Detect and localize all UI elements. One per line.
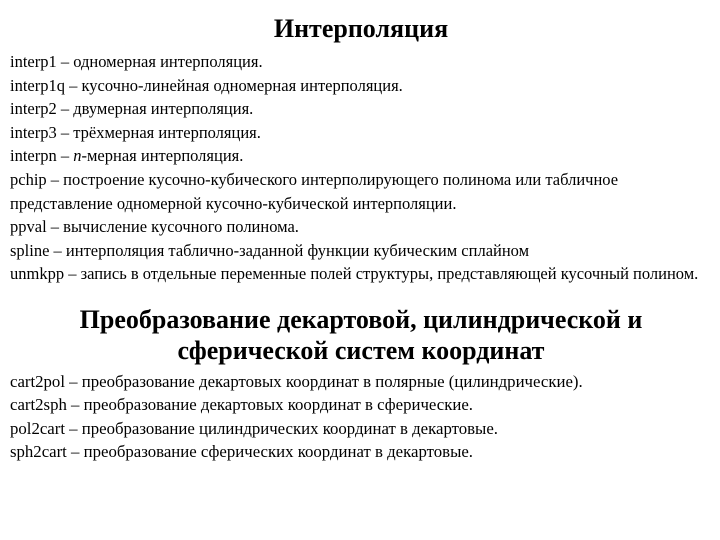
separator-dash: – <box>46 169 64 189</box>
function-name: unmkpp <box>10 264 65 284</box>
separator-dash: – <box>56 122 74 142</box>
function-description: интерполяция таблично-заданной функции кубическим сплайном <box>65 240 530 260</box>
function-name: interp1 <box>10 52 57 71</box>
list-item-cart2pol <box>10 370 712 394</box>
function-name: interp1q <box>10 75 65 95</box>
separator-dash: – <box>56 146 74 166</box>
list-item-interp1 <box>10 50 712 74</box>
list-item-interp1q <box>10 74 712 98</box>
interpolation-function-list <box>10 50 712 286</box>
function-description: -мерная интерполяция. <box>81 146 244 166</box>
function-description: кусочно-линейная одномерная интерполяция. <box>81 75 403 95</box>
section-title-interpolation: Интерполяция <box>273 14 449 43</box>
function-description: двумерная интерполяция. <box>73 99 254 119</box>
function-description: построение кусочно-кубического интерполирующего полинома или табличное представление одномерной кусочно-кубической интерполяции. <box>10 169 619 213</box>
list-item-interpn <box>10 144 712 168</box>
function-name: interp3 <box>10 122 57 142</box>
separator-dash: – <box>64 418 82 438</box>
separator-dash: – <box>49 240 66 260</box>
section-title-coordinate-transforms: Преобразование декартовой, цилиндрической и сферической систем координат <box>79 304 643 365</box>
function-name: interpn <box>10 146 57 166</box>
italic-variable: n <box>73 146 82 166</box>
list-item-interp3 <box>10 121 712 145</box>
function-name: sph2cart <box>10 442 67 462</box>
separator-dash: – <box>64 371 82 391</box>
function-name: cart2pol <box>10 371 65 391</box>
separator-dash: – <box>65 75 82 95</box>
function-description: вычисление кусочного полинома. <box>63 217 299 237</box>
function-name: pol2cart <box>10 418 65 438</box>
function-name: interp2 <box>10 99 57 119</box>
function-name: ppval <box>10 217 47 237</box>
function-description: преобразование цилиндрических координат в декартовые. <box>81 418 498 438</box>
function-name: cart2sph <box>10 395 67 415</box>
coordinate-function-list <box>10 370 712 464</box>
separator-dash: – <box>64 264 81 284</box>
function-description: преобразование сферических координат в декартовые. <box>83 442 473 462</box>
function-description: преобразование декартовых координат в сферические. <box>83 395 473 415</box>
function-description: преобразование декартовых координат в полярные (цилиндрические). <box>81 371 583 391</box>
separator-dash: – <box>66 395 84 415</box>
list-item-sph2cart <box>10 440 712 464</box>
list-item-pol2cart <box>10 417 712 441</box>
list-item-spline <box>10 239 712 263</box>
separator-dash: – <box>56 52 74 71</box>
function-description: одномерная интерполяция. <box>73 52 263 71</box>
function-description: запись в отдельные переменные полей структуры, представляющей кусочный полином. <box>80 264 699 284</box>
separator-dash: – <box>46 217 64 237</box>
separator-dash: – <box>66 442 84 462</box>
list-item-unmkpp <box>10 262 712 286</box>
function-name: spline <box>10 240 50 260</box>
list-item-cart2sph <box>10 393 712 417</box>
function-name: pchip <box>10 169 47 189</box>
function-description: трёхмерная интерполяция. <box>73 122 261 142</box>
separator-dash: – <box>56 99 74 119</box>
list-item-ppval <box>10 215 712 239</box>
list-item-interp2 <box>10 97 712 121</box>
list-item-pchip <box>10 168 712 215</box>
